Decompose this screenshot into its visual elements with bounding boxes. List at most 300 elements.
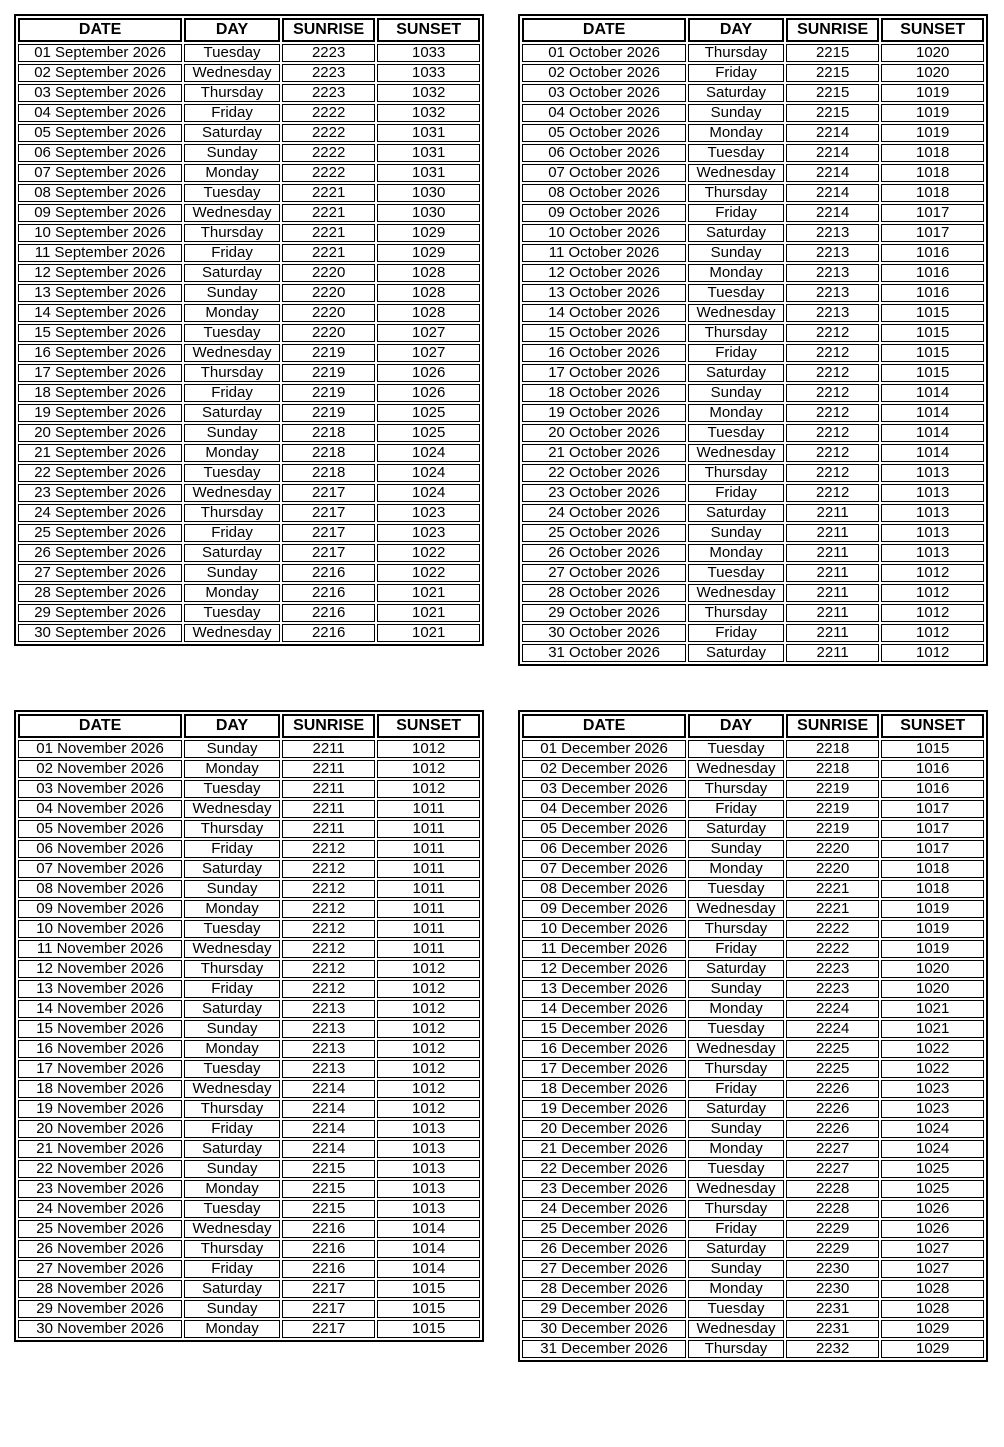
cell-sunrise: 2223 [282,84,375,102]
cell-date: 26 November 2026 [18,1240,182,1258]
cell-day: Friday [184,524,280,542]
cell-date: 14 October 2026 [522,304,686,322]
cell-sunset: 1012 [881,604,984,622]
table-row [18,164,480,182]
cell-sunrise: 2222 [282,144,375,162]
table-row [18,264,480,282]
cell-sunset: 1023 [881,1100,984,1118]
cell-date: 16 November 2026 [18,1040,182,1058]
table-row [522,624,984,642]
cell-date: 16 October 2026 [522,344,686,362]
table-row [18,1000,480,1018]
cell-sunrise: 2212 [786,384,879,402]
table-row [522,780,984,798]
table-row [522,224,984,242]
cell-day: Saturday [688,644,784,662]
cell-sunset: 1024 [377,464,480,482]
cell-sunset: 1020 [881,64,984,82]
cell-day: Sunday [688,1260,784,1278]
cell-sunset: 1025 [881,1180,984,1198]
cell-sunset: 1030 [377,204,480,222]
cell-sunset: 1031 [377,144,480,162]
table-row [18,364,480,382]
cell-sunset: 1012 [377,1100,480,1118]
table-row [18,1160,480,1178]
cell-sunrise: 2211 [282,760,375,778]
cell-day: Saturday [184,544,280,562]
cell-day: Friday [688,344,784,362]
cell-date: 22 September 2026 [18,464,182,482]
table-row [18,1220,480,1238]
cell-date: 27 December 2026 [522,1260,686,1278]
cell-date: 27 September 2026 [18,564,182,582]
cell-sunrise: 2213 [786,244,879,262]
cell-sunrise: 2219 [786,820,879,838]
cell-sunrise: 2211 [282,800,375,818]
column-header-date: DATE [522,714,686,738]
cell-sunrise: 2216 [282,564,375,582]
cell-day: Saturday [688,84,784,102]
cell-sunrise: 2213 [282,1040,375,1058]
cell-sunset: 1026 [377,364,480,382]
cell-sunset: 1029 [377,224,480,242]
cell-date: 01 November 2026 [18,740,182,758]
cell-sunrise: 2221 [786,880,879,898]
cell-date: 07 December 2026 [522,860,686,878]
cell-date: 17 December 2026 [522,1060,686,1078]
cell-day: Wednesday [688,304,784,322]
cell-day: Monday [184,164,280,182]
column-header-sunset: SUNSET [881,714,984,738]
cell-sunset: 1025 [377,424,480,442]
cell-sunset: 1017 [881,820,984,838]
cell-sunset: 1019 [881,920,984,938]
cell-date: 04 December 2026 [522,800,686,818]
cell-date: 18 December 2026 [522,1080,686,1098]
cell-date: 19 December 2026 [522,1100,686,1118]
cell-sunrise: 2220 [282,324,375,342]
cell-sunset: 1013 [377,1140,480,1158]
cell-sunset: 1022 [377,564,480,582]
table-row [522,344,984,362]
cell-sunrise: 2212 [786,344,879,362]
cell-sunset: 1015 [881,740,984,758]
cell-date: 13 November 2026 [18,980,182,998]
table-row [18,584,480,602]
cell-date: 06 September 2026 [18,144,182,162]
cell-day: Sunday [184,740,280,758]
cell-sunset: 1012 [377,1060,480,1078]
cell-sunrise: 2229 [786,1240,879,1258]
cell-date: 19 November 2026 [18,1100,182,1118]
cell-day: Tuesday [688,144,784,162]
cell-date: 26 October 2026 [522,544,686,562]
cell-sunset: 1014 [881,444,984,462]
cell-day: Monday [184,444,280,462]
cell-day: Thursday [184,1240,280,1258]
cell-day: Tuesday [688,424,784,442]
cell-date: 23 October 2026 [522,484,686,502]
cell-sunrise: 2220 [282,264,375,282]
cell-day: Saturday [184,124,280,142]
cell-sunrise: 2223 [786,980,879,998]
cell-sunset: 1025 [377,404,480,422]
table-row [18,404,480,422]
cell-day: Friday [688,204,784,222]
cell-date: 25 December 2026 [522,1220,686,1238]
cell-sunrise: 2217 [282,1320,375,1338]
table-row [18,780,480,798]
cell-sunset: 1012 [881,644,984,662]
table-row [18,324,480,342]
table-row [522,1260,984,1278]
cell-sunrise: 2220 [786,840,879,858]
column-header-sunset: SUNSET [377,714,480,738]
cell-date: 21 October 2026 [522,444,686,462]
cell-sunset: 1020 [881,44,984,62]
table-row [522,144,984,162]
table-row [18,224,480,242]
cell-date: 09 September 2026 [18,204,182,222]
cell-date: 14 November 2026 [18,1000,182,1018]
cell-sunset: 1014 [377,1260,480,1278]
header-row [522,714,984,738]
cell-date: 12 October 2026 [522,264,686,282]
table-row [18,104,480,122]
cell-sunset: 1017 [881,840,984,858]
table-row [522,364,984,382]
cell-sunset: 1012 [377,1080,480,1098]
cell-day: Thursday [688,464,784,482]
cell-sunset: 1013 [377,1120,480,1138]
table-row [18,1040,480,1058]
cell-sunrise: 2219 [282,384,375,402]
cell-sunrise: 2217 [282,484,375,502]
cell-sunrise: 2212 [282,840,375,858]
cell-sunset: 1022 [881,1060,984,1078]
table-row [18,304,480,322]
cell-sunset: 1020 [881,960,984,978]
sunrise-sunset-table-october [518,14,988,666]
cell-sunset: 1028 [881,1280,984,1298]
cell-date: 18 September 2026 [18,384,182,402]
cell-sunrise: 2225 [786,1060,879,1078]
sunrise-sunset-table-december [518,710,988,1362]
cell-sunrise: 2219 [282,344,375,362]
cell-sunset: 1018 [881,164,984,182]
cell-sunrise: 2211 [786,544,879,562]
cell-date: 12 November 2026 [18,960,182,978]
cell-day: Wednesday [688,1320,784,1338]
cell-date: 24 October 2026 [522,504,686,522]
column-header-sunrise: SUNRISE [786,714,879,738]
table-row [18,1080,480,1098]
cell-date: 15 October 2026 [522,324,686,342]
cell-sunrise: 2211 [786,644,879,662]
cell-day: Tuesday [184,604,280,622]
cell-day: Sunday [184,424,280,442]
cell-date: 24 September 2026 [18,504,182,522]
cell-sunrise: 2220 [786,860,879,878]
cell-sunrise: 2230 [786,1280,879,1298]
column-header-day: DAY [184,714,280,738]
table-row [522,284,984,302]
cell-sunrise: 2214 [282,1120,375,1138]
cell-date: 09 December 2026 [522,900,686,918]
cell-sunrise: 2211 [282,740,375,758]
cell-sunset: 1013 [377,1160,480,1178]
cell-date: 02 October 2026 [522,64,686,82]
cell-sunrise: 2213 [786,284,879,302]
table-row [18,1200,480,1218]
cell-sunset: 1011 [377,800,480,818]
cell-day: Thursday [688,920,784,938]
cell-date: 05 October 2026 [522,124,686,142]
cell-sunrise: 2220 [282,304,375,322]
cell-day: Monday [184,304,280,322]
table-row [522,1080,984,1098]
cell-sunset: 1012 [377,1020,480,1038]
table-row [522,64,984,82]
cell-sunset: 1029 [377,244,480,262]
cell-date: 12 September 2026 [18,264,182,282]
cell-date: 17 September 2026 [18,364,182,382]
cell-day: Saturday [688,504,784,522]
cell-date: 11 November 2026 [18,940,182,958]
table-row [18,544,480,562]
cell-date: 23 November 2026 [18,1180,182,1198]
cell-sunset: 1023 [377,504,480,522]
cell-sunset: 1012 [377,740,480,758]
cell-date: 17 October 2026 [522,364,686,382]
table-row [522,880,984,898]
cell-sunrise: 2224 [786,1020,879,1038]
cell-day: Saturday [688,224,784,242]
cell-sunrise: 2216 [282,1220,375,1238]
cell-date: 01 December 2026 [522,740,686,758]
cell-sunrise: 2211 [786,604,879,622]
column-header-sunrise: SUNRISE [282,714,375,738]
table-row [522,244,984,262]
cell-day: Wednesday [184,1220,280,1238]
cell-date: 29 October 2026 [522,604,686,622]
cell-sunrise: 2214 [786,164,879,182]
cell-sunset: 1013 [881,524,984,542]
cell-sunrise: 2226 [786,1120,879,1138]
cell-sunset: 1015 [377,1300,480,1318]
cell-day: Wednesday [688,900,784,918]
column-header-sunrise: SUNRISE [282,18,375,42]
cell-day: Monday [184,1040,280,1058]
cell-sunset: 1013 [881,464,984,482]
cell-sunset: 1015 [377,1280,480,1298]
cell-sunset: 1021 [881,1000,984,1018]
cell-sunrise: 2219 [282,404,375,422]
cell-sunrise: 2226 [786,1080,879,1098]
cell-date: 06 October 2026 [522,144,686,162]
cell-sunrise: 2222 [282,164,375,182]
table-row [18,940,480,958]
table-row [522,1200,984,1218]
cell-sunrise: 2230 [786,1260,879,1278]
cell-day: Monday [184,1180,280,1198]
table-row [18,204,480,222]
cell-sunrise: 2222 [282,104,375,122]
cell-day: Sunday [688,980,784,998]
cell-date: 11 September 2026 [18,244,182,262]
table-row [522,1140,984,1158]
cell-day: Wednesday [184,204,280,222]
cell-day: Monday [184,584,280,602]
cell-sunset: 1019 [881,940,984,958]
cell-sunset: 1012 [881,624,984,642]
table-row [18,1300,480,1318]
table-row [522,484,984,502]
cell-date: 18 October 2026 [522,384,686,402]
cell-sunset: 1026 [377,384,480,402]
table-row [18,84,480,102]
cell-day: Friday [688,64,784,82]
cell-sunset: 1019 [881,84,984,102]
cell-sunset: 1016 [881,284,984,302]
cell-day: Thursday [184,504,280,522]
table-row [522,424,984,442]
cell-day: Tuesday [688,880,784,898]
table-row [522,304,984,322]
cell-sunset: 1013 [881,504,984,522]
header-row [522,18,984,42]
cell-sunrise: 2215 [786,84,879,102]
cell-day: Friday [688,484,784,502]
cell-date: 02 September 2026 [18,64,182,82]
cell-sunrise: 2214 [282,1140,375,1158]
cell-sunrise: 2218 [786,760,879,778]
cell-day: Tuesday [184,184,280,202]
table-row [522,1180,984,1198]
cell-sunrise: 2211 [786,524,879,542]
cell-date: 20 December 2026 [522,1120,686,1138]
cell-date: 05 September 2026 [18,124,182,142]
table-row [522,900,984,918]
table-row [18,760,480,778]
cell-sunset: 1014 [377,1240,480,1258]
cell-date: 26 December 2026 [522,1240,686,1258]
cell-sunset: 1013 [377,1200,480,1218]
cell-sunrise: 2213 [786,224,879,242]
cell-sunrise: 2214 [282,1080,375,1098]
table-row [18,920,480,938]
sunrise-sunset-table-september [14,14,484,646]
cell-sunrise: 2212 [786,404,879,422]
cell-sunrise: 2226 [786,1100,879,1118]
cell-date: 08 December 2026 [522,880,686,898]
cell-sunset: 1033 [377,64,480,82]
cell-day: Friday [688,800,784,818]
table-row [18,1100,480,1118]
table-row [18,424,480,442]
cell-sunrise: 2213 [282,1060,375,1078]
table-row [18,860,480,878]
cell-sunset: 1027 [377,344,480,362]
cell-day: Tuesday [184,44,280,62]
cell-date: 20 November 2026 [18,1120,182,1138]
cell-date: 04 October 2026 [522,104,686,122]
cell-date: 06 November 2026 [18,840,182,858]
cell-date: 08 November 2026 [18,880,182,898]
cell-date: 20 October 2026 [522,424,686,442]
cell-date: 10 November 2026 [18,920,182,938]
table-row [522,464,984,482]
cell-day: Wednesday [184,800,280,818]
cell-day: Saturday [688,1100,784,1118]
table-row [522,544,984,562]
table-row [18,44,480,62]
cell-sunset: 1017 [881,800,984,818]
cell-sunrise: 2221 [282,244,375,262]
cell-day: Sunday [688,384,784,402]
cell-day: Monday [688,124,784,142]
cell-sunrise: 2223 [282,44,375,62]
cell-day: Tuesday [184,1060,280,1078]
cell-day: Wednesday [184,1080,280,1098]
table-row [522,1340,984,1358]
cell-sunrise: 2218 [282,444,375,462]
cell-day: Thursday [688,604,784,622]
cell-sunset: 1015 [881,304,984,322]
cell-day: Sunday [688,1120,784,1138]
cell-day: Friday [184,980,280,998]
cell-sunset: 1013 [881,544,984,562]
cell-day: Tuesday [688,564,784,582]
cell-date: 02 November 2026 [18,760,182,778]
cell-date: 04 November 2026 [18,800,182,818]
cell-sunset: 1017 [881,224,984,242]
cell-day: Friday [184,244,280,262]
cell-day: Monday [688,1280,784,1298]
cell-sunrise: 2228 [786,1180,879,1198]
cell-day: Wednesday [184,940,280,958]
cell-day: Tuesday [184,464,280,482]
column-header-date: DATE [18,714,182,738]
cell-sunrise: 2214 [786,204,879,222]
cell-sunrise: 2222 [786,940,879,958]
cell-day: Tuesday [688,1300,784,1318]
cell-sunset: 1028 [377,304,480,322]
cell-day: Sunday [184,564,280,582]
cell-date: 10 October 2026 [522,224,686,242]
table-row [18,980,480,998]
cell-day: Monday [688,860,784,878]
cell-sunrise: 2216 [282,604,375,622]
cell-sunrise: 2213 [786,304,879,322]
cell-sunset: 1015 [881,344,984,362]
cell-day: Tuesday [184,324,280,342]
cell-date: 28 December 2026 [522,1280,686,1298]
cell-sunset: 1011 [377,920,480,938]
table-row [18,1180,480,1198]
cell-sunset: 1032 [377,104,480,122]
cell-sunset: 1026 [881,1220,984,1238]
cell-day: Saturday [688,960,784,978]
table-row [18,960,480,978]
cell-sunset: 1013 [377,1180,480,1198]
cell-date: 26 September 2026 [18,544,182,562]
cell-date: 29 December 2026 [522,1300,686,1318]
table-row [522,324,984,342]
table-row [522,164,984,182]
cell-sunset: 1011 [377,820,480,838]
cell-sunset: 1017 [881,204,984,222]
